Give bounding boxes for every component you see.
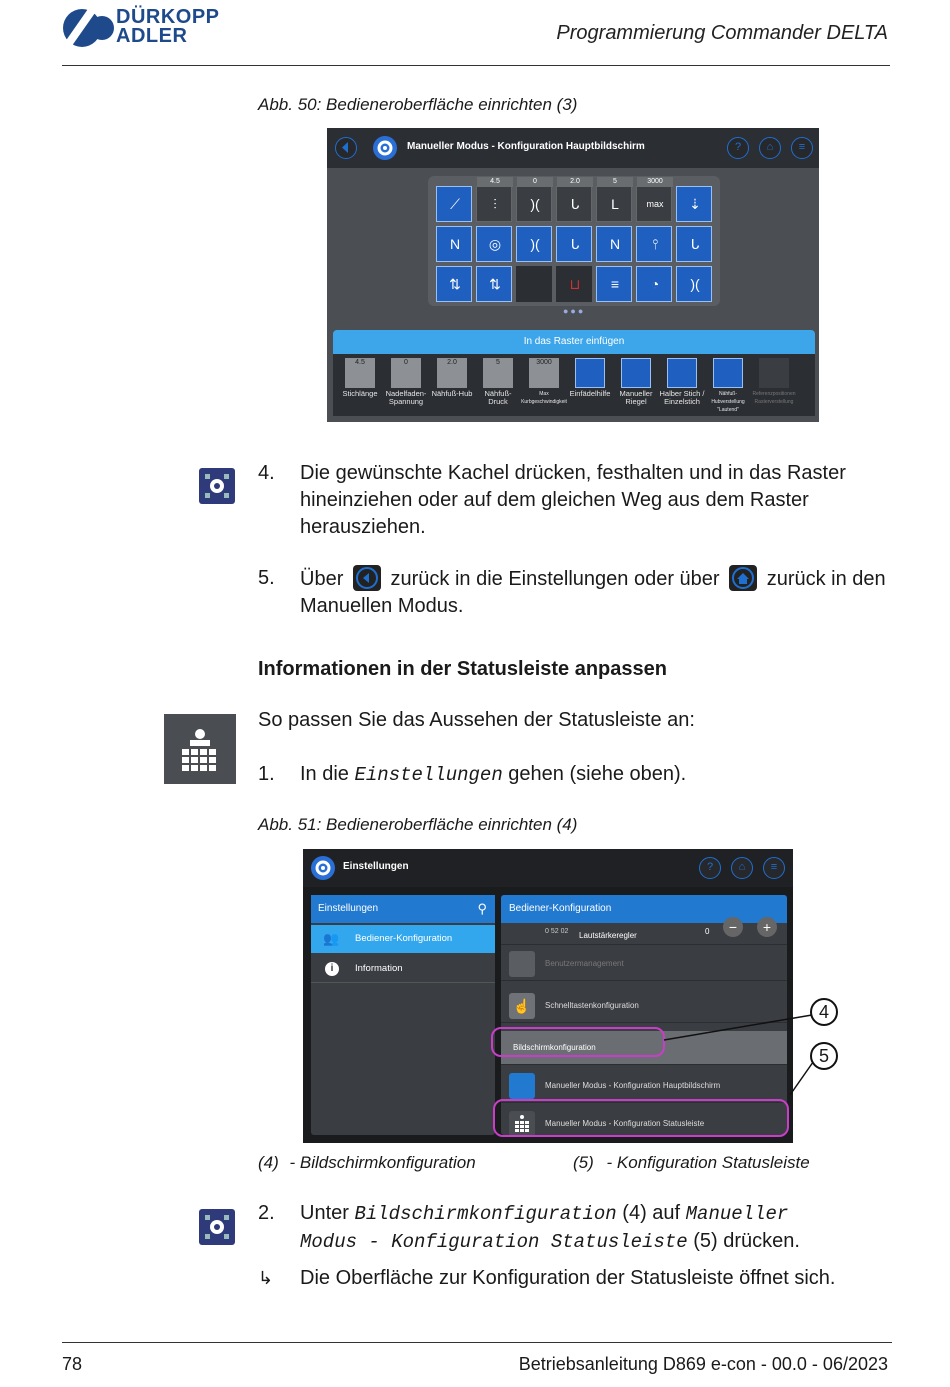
grid-tile-tack: N: [436, 226, 472, 262]
grid-tile-thread-tension: 0 )(: [516, 186, 552, 222]
home-icon: ⌂: [759, 137, 781, 159]
callout-4: 4: [810, 998, 838, 1026]
page-number: 78: [62, 1354, 83, 1374]
brand-line1: DÜRKOPP: [116, 6, 220, 28]
row-label: Manueller Modus - Konfiguration Hauptbildschirm: [545, 1081, 721, 1090]
menu-term: Modus - Konfiguration Statusleiste: [300, 1231, 688, 1253]
step-number: 1.: [258, 763, 275, 785]
left-panel-title: Einstellungen: [318, 903, 379, 914]
info-icon: i: [325, 962, 339, 976]
tray-tile: [529, 358, 559, 388]
screen-title: Manueller Modus - Konfiguration Hauptbildschirm: [407, 141, 645, 152]
row-label: Benutzermanagement: [545, 959, 624, 968]
step-text-part: Über: [300, 568, 344, 590]
grid-tile-empty: [516, 266, 552, 302]
result-arrow-icon: ↳: [258, 1268, 274, 1288]
tray-label: Nähfuß-Hubverstellung "Lautend": [711, 391, 745, 413]
grid-value: 2.0: [557, 177, 593, 187]
tray-label: Max Kurbgeschwindigkeit: [521, 391, 567, 405]
touch-icon: ☝: [509, 993, 535, 1019]
grid-tile-j: ◔: [636, 266, 672, 302]
legend-5: [573, 1153, 810, 1173]
help-icon: ?: [699, 857, 721, 879]
tray-label: Manueller Riegel: [619, 389, 653, 406]
grid-tile-f: ᒐ: [676, 226, 712, 262]
row-volume: [501, 919, 787, 945]
header-rule: [62, 65, 890, 66]
step-number: 2.: [258, 1202, 275, 1224]
screenshot-main-screen-config: [327, 128, 819, 422]
grid-tile-e: ⫯: [636, 226, 672, 262]
gear-icon: [311, 856, 335, 880]
tray-tile: [759, 358, 789, 388]
grid-tile-i: ≡: [596, 266, 632, 302]
legend-4: [258, 1153, 476, 1173]
step-number: 5.: [258, 567, 275, 589]
tray-value: 2.0: [437, 358, 467, 368]
touch-action-icon: [199, 1209, 235, 1245]
grid-value: 3000: [637, 177, 673, 187]
step-text: Die gewünschte Kachel drücken, festhalten und in das Raster hineinziehen oder auf dem gleichen Weg aus dem Raster herausziehen.: [300, 462, 846, 538]
legend-text: - Konfiguration Statusleiste: [606, 1153, 810, 1172]
step-text: [300, 1200, 890, 1256]
tray-tile: [575, 358, 605, 388]
step-text-part: (4) auf: [622, 1202, 681, 1224]
help-icon: ?: [727, 137, 749, 159]
tile-grid: [428, 176, 720, 306]
settings-left-panel: [311, 895, 495, 1135]
screen-layout-icon: [509, 1073, 535, 1099]
inline-home-icon: [729, 565, 757, 591]
left-item-operator-config: [311, 925, 495, 953]
home-icon: ⌂: [731, 857, 753, 879]
grid-tile-foot-pressure: 5 L: [596, 186, 632, 222]
grid-value: 5: [597, 177, 633, 187]
volume-value: 0: [705, 927, 710, 936]
step-number: 4.: [258, 462, 275, 484]
tray-tile: [437, 358, 467, 388]
touch-action-icon: [199, 468, 235, 504]
tray-label: Halber Stich / Einzelstich: [659, 389, 705, 406]
step-text-part: zurück in die Einstellungen oder über: [390, 568, 720, 590]
row-label: Bildschirmkonfiguration: [513, 1043, 596, 1052]
result-text: Die Oberfläche zur Konfiguration der Statusleiste öffnet sich.: [300, 1267, 836, 1289]
grid-tile-a: ◎: [476, 226, 512, 262]
step-text-part: Unter: [300, 1202, 349, 1224]
grid-tile-drop-target: ⊔: [556, 266, 592, 302]
screen-titlebar: [303, 849, 793, 887]
gear-icon: [373, 136, 397, 160]
tray-value: 3000: [529, 358, 559, 368]
logo-mark-icon: [62, 8, 114, 48]
menu-icon: ≡: [791, 137, 813, 159]
left-item-information: [311, 955, 495, 983]
plus-icon: +: [757, 917, 777, 937]
menu-term: Einstellungen: [354, 764, 503, 786]
tray-tile: [483, 358, 513, 388]
minus-icon: −: [723, 917, 743, 937]
menu-term: Bildschirmkonfiguration: [354, 1203, 617, 1225]
grid-value: 4.5: [477, 177, 513, 187]
menu-term: Manueller: [685, 1203, 789, 1225]
back-icon: [335, 137, 357, 159]
screen-titlebar: [327, 128, 819, 168]
lock-icon: [509, 951, 535, 977]
legend-text: - Bildschirmkonfiguration: [289, 1153, 476, 1172]
step-text-part: (5) drücken.: [693, 1230, 800, 1252]
footer-rule: [62, 1342, 892, 1343]
section-intro: So passen Sie das Aussehen der Statusleiste an:: [258, 709, 695, 731]
insert-into-grid-bar: In das Raster einfügen: [333, 330, 815, 354]
left-item-label: Bediener-Konfiguration: [355, 933, 453, 944]
grid-tile-threader: ⟋: [436, 186, 472, 222]
grid-tile-max-speed: [636, 178, 672, 222]
step-text: [300, 565, 890, 620]
tray-tile: [391, 358, 421, 388]
grid-value: 0: [517, 177, 553, 187]
tray-value: 5: [483, 358, 513, 368]
tray-tile: [621, 358, 651, 388]
tray-value: 4.5: [345, 358, 375, 368]
volume-label: Lautstärkeregler: [579, 931, 637, 940]
brand-logo: [62, 8, 230, 50]
tray-label: Nadelfaden-Spannung: [385, 389, 427, 406]
callout-5: 5: [810, 1042, 838, 1070]
tray-label: Einfädelhilfe: [569, 389, 611, 398]
grid-tile-needle: ⇣: [676, 186, 712, 222]
grid-max-label: max: [646, 199, 664, 209]
grid-tile-c: ᒐ: [556, 226, 592, 262]
section-heading: Informationen in der Statusleiste anpassen: [258, 658, 667, 680]
left-panel-header: [311, 895, 495, 923]
grid-tile-d: N: [596, 226, 632, 262]
grid-tile-h: ⇅: [476, 266, 512, 302]
users-icon: 👥: [323, 931, 340, 946]
grid-tile-k: )(: [676, 266, 712, 302]
document-id: Betriebsanleitung D869 e-con - 00.0 - 06/2023: [518, 1354, 888, 1374]
legend-num: (5): [573, 1153, 594, 1172]
step-text-part: gehen (siehe oben).: [508, 763, 687, 785]
volume-code: 0 52 02: [545, 928, 569, 935]
step-text-part: In die: [300, 763, 349, 785]
row-label: Schnelltastenkonfiguration: [545, 1001, 639, 1010]
tray-tile: [713, 358, 743, 388]
search-icon: ⚲: [477, 901, 487, 916]
figure-caption-50: Abb. 50: Bedieneroberfläche einrichten (3): [258, 95, 578, 114]
highlight-screen-config: [491, 1027, 665, 1057]
tray-label: Nähfuß-Hub: [431, 389, 473, 398]
right-panel-header: Bediener-Konfiguration: [501, 895, 787, 923]
tray-value: 0: [391, 358, 421, 368]
grid-tile-g: ⇅: [436, 266, 472, 302]
tray-tile: [345, 358, 375, 388]
figure-caption-51: Abb. 51: Bedieneroberfläche einrichten (4): [258, 815, 578, 834]
step-text: [300, 761, 686, 789]
tray-label: Nähfuß-Druck: [484, 389, 512, 406]
running-title: Programmierung Commander DELTA: [556, 22, 888, 44]
callout-leader-lines: [660, 1005, 830, 1105]
legend-num: (4): [258, 1153, 279, 1172]
status-bar-config-icon: [164, 714, 236, 784]
row-label: Manueller Modus - Konfiguration Statusleiste: [545, 1119, 705, 1128]
page-dots: ●●●: [563, 306, 586, 316]
grid-tile-stitch-length: 4.5 ⫶: [476, 186, 512, 222]
left-item-label: Information: [355, 963, 403, 974]
inline-back-icon: [353, 565, 381, 591]
tray-label: Referenzpositionen Rasterverstellung: [752, 391, 796, 405]
screen-title: Einstellungen: [343, 861, 409, 872]
tray-label: Stichlänge: [342, 389, 378, 398]
brand-line2: ADLER: [116, 25, 188, 47]
grid-tile-b: )(: [516, 226, 552, 262]
step-text-part: zurück in den Manuellen Modus.: [300, 568, 886, 617]
tray-tile: [667, 358, 697, 388]
tile-tray: [333, 354, 815, 416]
menu-icon: ≡: [763, 857, 785, 879]
row-user-management: [501, 947, 787, 981]
grid-tile-foot-lift: 2.0 ᒐ: [556, 186, 592, 222]
